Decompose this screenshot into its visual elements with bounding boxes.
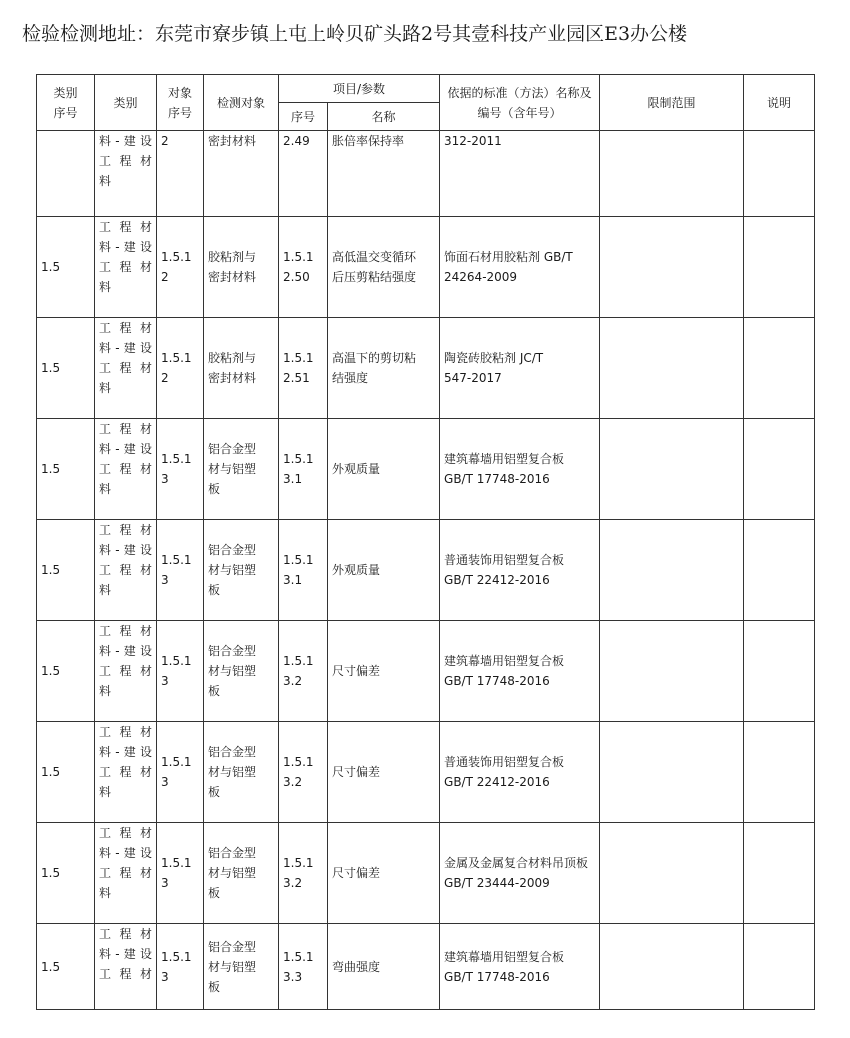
- cell-category: 工程材 料-建设 工程材: [95, 924, 157, 1010]
- cell-limits: [600, 621, 744, 722]
- table-row: [37, 924, 815, 1010]
- header-notes: 说明: [744, 75, 815, 131]
- cell-category: 工程材 料-建设 工程材 料: [95, 621, 157, 722]
- cell-object-code: 1.5.1 3: [157, 924, 204, 1010]
- table-row: [37, 217, 815, 318]
- cell-item-no: 1.5.1 3.2: [279, 621, 328, 722]
- cell-object: 胶粘剂与 密封材料: [204, 318, 279, 419]
- cell-item-no: 1.5.1 2.51: [279, 318, 328, 419]
- cell-object: 铝合金型 材与铝塑 板: [204, 924, 279, 1010]
- cell-category: 工程材 料-建设 工程材 料: [95, 823, 157, 924]
- cell-limits: [600, 823, 744, 924]
- cell-object-code: 1.5.1 3: [157, 520, 204, 621]
- cell-item-no: 1.5.1 3.1: [279, 520, 328, 621]
- cell-category-code: 1.5: [37, 217, 95, 318]
- table-row: [37, 722, 815, 823]
- header-item-no: 序号: [279, 103, 328, 131]
- cell-limits: [600, 131, 744, 217]
- cell-object: 铝合金型 材与铝塑 板: [204, 419, 279, 520]
- cell-category-code: 1.5: [37, 520, 95, 621]
- cell-item-name: 高温下的剪切粘 结强度: [328, 318, 440, 419]
- cell-item-name: 胀倍率保持率: [328, 131, 440, 217]
- cell-object: 铝合金型 材与铝塑 板: [204, 520, 279, 621]
- cell-limits: [600, 419, 744, 520]
- cell-standard: 建筑幕墙用铝塑复合板 GB/T 17748-2016: [440, 621, 600, 722]
- cell-category-code: 1.5: [37, 419, 95, 520]
- cell-object: 胶粘剂与 密封材料: [204, 217, 279, 318]
- cell-item-name: 外观质量: [328, 419, 440, 520]
- cell-object: 铝合金型 材与铝塑 板: [204, 621, 279, 722]
- cell-item-name: 外观质量: [328, 520, 440, 621]
- table-header: [37, 75, 815, 131]
- accreditation-scope-table: [36, 74, 815, 1010]
- cell-standard: 建筑幕墙用铝塑复合板 GB/T 17748-2016: [440, 924, 600, 1010]
- cell-item-name: 尺寸偏差: [328, 823, 440, 924]
- cell-item-name: 高低温交变循环 后压剪粘结强度: [328, 217, 440, 318]
- cell-category-code: 1.5: [37, 318, 95, 419]
- cell-category-code: 1.5: [37, 621, 95, 722]
- cell-notes: [744, 520, 815, 621]
- table-row: [37, 520, 815, 621]
- cell-category-code: 1.5: [37, 823, 95, 924]
- cell-standard: 普通装饰用铝塑复合板 GB/T 22412-2016: [440, 722, 600, 823]
- cell-category-code: 1.5: [37, 924, 95, 1010]
- cell-object: 铝合金型 材与铝塑 板: [204, 722, 279, 823]
- cell-limits: [600, 318, 744, 419]
- cell-object-code: 1.5.1 3: [157, 823, 204, 924]
- cell-category: 工程材 料-建设 工程材 料: [95, 520, 157, 621]
- cell-notes: [744, 722, 815, 823]
- cell-standard: 饰面石材用胶粘剂 GB/T 24264-2009: [440, 217, 600, 318]
- header-standard: 依据的标准（方法）名称及 编号（含年号）: [440, 75, 600, 131]
- cell-notes: [744, 419, 815, 520]
- header-category-code: 类别 序号: [37, 75, 95, 131]
- table-row: [37, 131, 815, 217]
- cell-category-code: 1.5: [37, 722, 95, 823]
- cell-item-name: 尺寸偏差: [328, 722, 440, 823]
- table-row: [37, 823, 815, 924]
- cell-notes: [744, 131, 815, 217]
- cell-object-code: 1.5.1 2: [157, 318, 204, 419]
- cell-object: 密封材料: [204, 131, 279, 217]
- cell-category: 工程材 料-建设 工程材 料: [95, 217, 157, 318]
- cell-notes: [744, 318, 815, 419]
- cell-notes: [744, 823, 815, 924]
- cell-category: 工程材 料-建设 工程材 料: [95, 318, 157, 419]
- cell-category: 工程材 料-建设 工程材 料: [95, 722, 157, 823]
- table-row: [37, 621, 815, 722]
- header-object: 检测对象: [204, 75, 279, 131]
- cell-item-name: 尺寸偏差: [328, 621, 440, 722]
- cell-item-no: 2.49: [279, 131, 328, 217]
- cell-category: 料-建设 工程材 料: [95, 131, 157, 217]
- cell-object-code: 1.5.1 3: [157, 419, 204, 520]
- header-object-code: 对象 序号: [157, 75, 204, 131]
- cell-limits: [600, 520, 744, 621]
- table-row: [37, 419, 815, 520]
- cell-limits: [600, 217, 744, 318]
- cell-item-no: 1.5.1 3.2: [279, 823, 328, 924]
- cell-standard: 普通装饰用铝塑复合板 GB/T 22412-2016: [440, 520, 600, 621]
- header-item-param: 项目/参数: [279, 75, 440, 103]
- cell-limits: [600, 924, 744, 1010]
- header-limits: 限制范围: [600, 75, 744, 131]
- cell-category: 工程材 料-建设 工程材 料: [95, 419, 157, 520]
- cell-object-code: 1.5.1 3: [157, 621, 204, 722]
- cell-item-no: 1.5.1 3.1: [279, 419, 328, 520]
- cell-object-code: 1.5.1 2: [157, 217, 204, 318]
- cell-item-no: 1.5.1 3.2: [279, 722, 328, 823]
- cell-category-code: [37, 131, 95, 217]
- header-category: 类别: [95, 75, 157, 131]
- cell-standard: 金属及金属复合材料吊顶板 GB/T 23444-2009: [440, 823, 600, 924]
- cell-item-no: 1.5.1 2.50: [279, 217, 328, 318]
- cell-notes: [744, 924, 815, 1010]
- table-body: [37, 131, 815, 1010]
- cell-notes: [744, 621, 815, 722]
- cell-object: 铝合金型 材与铝塑 板: [204, 823, 279, 924]
- cell-notes: [744, 217, 815, 318]
- cell-item-name: 弯曲强度: [328, 924, 440, 1010]
- cell-object-code: 1.5.1 3: [157, 722, 204, 823]
- cell-standard: 陶瓷砖胶粘剂 JC/T 547-2017: [440, 318, 600, 419]
- cell-item-no: 1.5.1 3.3: [279, 924, 328, 1010]
- cell-standard: 312-2011: [440, 131, 600, 217]
- testing-address-heading: 检验检测地址：东莞市寮步镇上屯上岭贝矿头路2号其壹科技产业园区E3办公楼: [22, 23, 688, 45]
- header-item-name: 名称: [328, 103, 440, 131]
- cell-standard: 建筑幕墙用铝塑复合板 GB/T 17748-2016: [440, 419, 600, 520]
- table-row: [37, 318, 815, 419]
- cell-limits: [600, 722, 744, 823]
- cell-object-code: 2: [157, 131, 204, 217]
